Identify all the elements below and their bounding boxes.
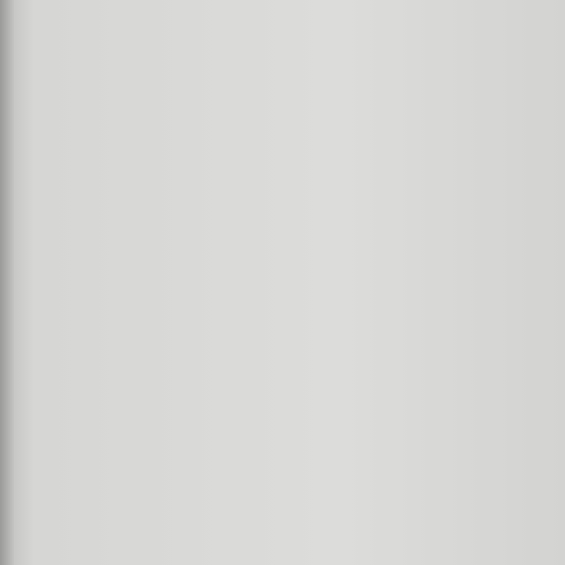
page-spine	[0, 0, 14, 565]
word-translation-grid	[18, 9, 565, 565]
top-header-row	[18, 0, 565, 9]
